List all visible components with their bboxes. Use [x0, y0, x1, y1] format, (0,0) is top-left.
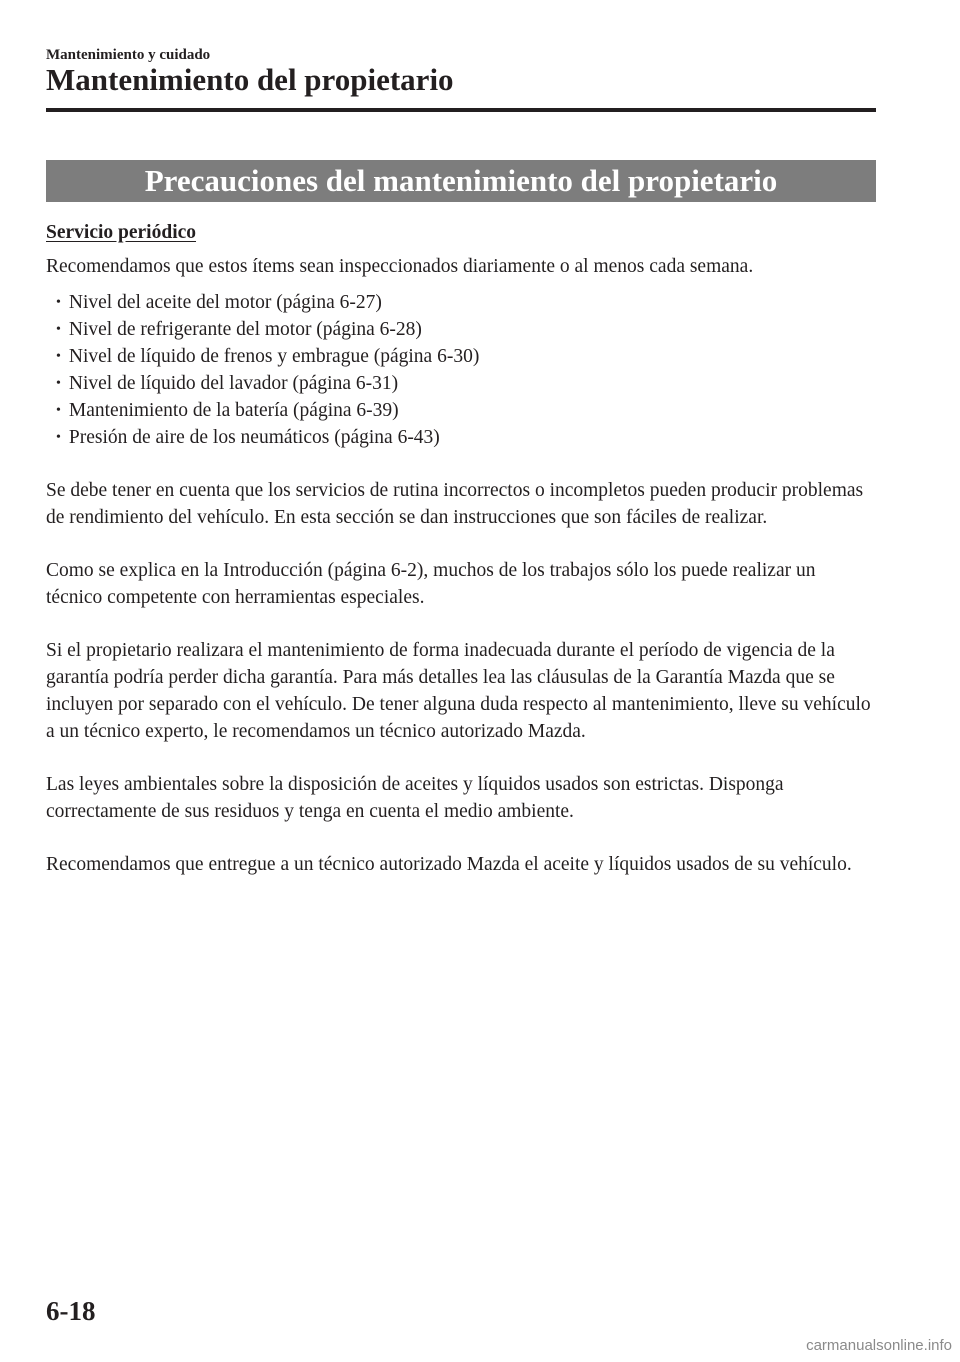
watermark-link[interactable]: carmanualsonline.info [806, 1337, 952, 1354]
list-item-text: Nivel de líquido de frenos y embrague (página 6-30) [68, 346, 480, 367]
page-number: 6-18 [46, 1296, 96, 1326]
intro-paragraph: Recomendamos que estos ítems sean inspeccionados diariamente o al menos cada semana. [46, 256, 754, 277]
main-content [46, 219, 876, 904]
bullet-icon: • [56, 295, 61, 310]
section-banner [46, 160, 876, 202]
section-title: Mantenimiento del propietario [46, 62, 454, 97]
bullet-icon: • [56, 349, 61, 364]
paragraph-routine-service: Se debe tener en cuenta que los servicios de rutina incorrectos o incompletos pueden producir problemas de rendimiento del vehículo. En esta sección se dan instrucciones que son fáciles de realizar. [46, 480, 864, 528]
chapter-label: Mantenimiento y cuidado [46, 47, 211, 63]
paragraph-introduction-reference: Como se explica en la Introducción (página 6-2), muchos de los trabajos sólo los puede realizar un técnico competente con herramientas especiales. [46, 560, 816, 608]
paragraph-used-fluids: Recomendamos que entregue a un técnico autorizado Mazda el aceite y líquidos usados de su vehículo. [46, 854, 852, 875]
list-item [56, 289, 876, 316]
list-item-text: Mantenimiento de la batería (página 6-39) [68, 400, 399, 421]
list-item [56, 424, 876, 451]
bullet-icon: • [56, 322, 61, 337]
list-item-text: Presión de aire de los neumáticos (página 6-43) [68, 427, 440, 448]
paragraph-environment: Las leyes ambientales sobre la disposición de aceites y líquidos usados son estrictas. Disponga correctamente de sus residuos y tenga en cuenta el medio ambiente. [46, 774, 784, 822]
list-item-text: Nivel de líquido del lavador (página 6-31) [68, 373, 399, 394]
title-divider [46, 108, 876, 112]
banner-title: Precauciones del mantenimiento del propietario [144, 163, 778, 198]
inspection-list [46, 289, 876, 451]
list-item [56, 370, 876, 397]
bullet-icon: • [56, 403, 61, 418]
bullet-icon: • [56, 430, 61, 445]
list-item [56, 316, 876, 343]
list-item [56, 397, 876, 424]
list-item-text: Nivel del aceite del motor (página 6-27) [68, 292, 382, 313]
paragraph-warranty: Si el propietario realizara el mantenimiento de forma inadecuada durante el período de vigencia de la garantía podría perder dicha garantía. Para más detalles lea las cláusulas de la Garantía Mazda que se incluyen por separado con el vehículo. De tener alguna duda respecto al mantenimiento, lleve su vehículo a un técnico experto, le recomendamos un técnico autorizado Mazda. [46, 640, 871, 742]
list-item-text: Nivel de refrigerante del motor (página 6-28) [68, 319, 422, 340]
list-item [56, 343, 876, 370]
subheading: Servicio periódico [46, 222, 197, 243]
bullet-icon: • [56, 376, 61, 391]
